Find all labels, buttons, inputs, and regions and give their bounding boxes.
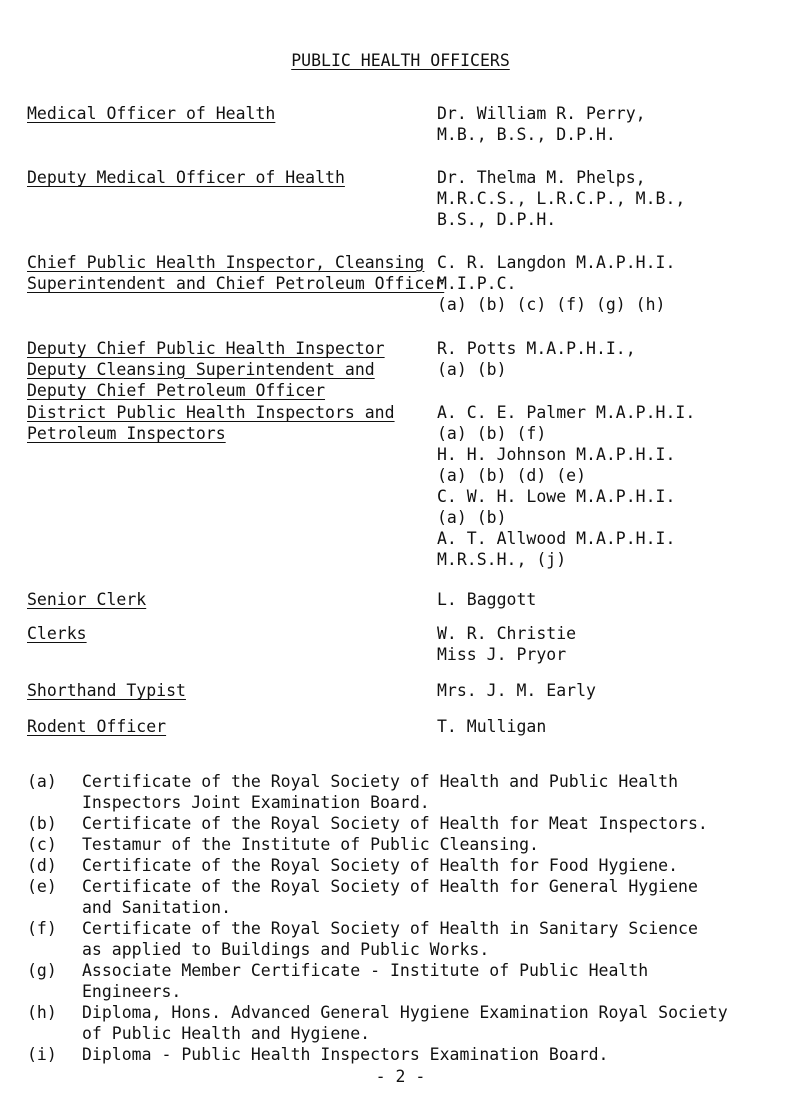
footnote-label: (g) bbox=[27, 961, 57, 980]
footnote-label: (d) bbox=[27, 856, 57, 875]
footnote-label: (b) bbox=[27, 814, 57, 833]
name-line: M.I.P.C. bbox=[437, 274, 517, 293]
name-line: (a) (b) bbox=[437, 360, 507, 379]
name-line: Miss J. Pryor bbox=[437, 645, 567, 664]
footnote-label: (i) bbox=[27, 1045, 57, 1064]
name-line: A. C. E. Palmer M.A.P.H.I. bbox=[437, 403, 696, 422]
officer-names bbox=[437, 103, 787, 145]
name-line: C. R. Langdon M.A.P.H.I. bbox=[437, 253, 676, 272]
name-line: A. T. Allwood M.A.P.H.I. bbox=[437, 529, 676, 548]
role-line: Superintendent and Chief Petroleum Officer bbox=[27, 274, 445, 293]
name-line: (a) (b) (f) bbox=[437, 424, 547, 443]
role-line: Medical Officer of Health bbox=[27, 104, 276, 123]
name-line: W. R. Christie bbox=[437, 624, 577, 643]
role-line: Clerks bbox=[27, 624, 87, 643]
footnote-text: Certificate of the Royal Society of Health for General Hygiene bbox=[82, 877, 698, 896]
role-line: Shorthand Typist bbox=[27, 681, 186, 700]
footnote-text: Engineers. bbox=[82, 982, 182, 1001]
name-line: Dr. Thelma M. Phelps, bbox=[437, 168, 646, 187]
footnote-label: (a) bbox=[27, 772, 57, 791]
footnote-text: Certificate of the Royal Society of Health and Public Health bbox=[82, 772, 679, 791]
role-line: Chief Public Health Inspector, Cleansing bbox=[27, 253, 425, 272]
role-label bbox=[27, 167, 417, 188]
footnote-text: Inspectors Joint Examination Board. bbox=[82, 793, 430, 812]
role-label bbox=[27, 623, 417, 644]
footnote-text: Certificate of the Royal Society of Health for Meat Inspectors. bbox=[82, 814, 708, 833]
officer-names bbox=[437, 338, 787, 380]
role-line: Deputy Chief Public Health Inspector bbox=[27, 339, 385, 358]
footnote-text: Diploma - Public Health Inspectors Examination Board. bbox=[82, 1045, 609, 1064]
officer-names bbox=[437, 716, 787, 737]
name-line: M.R.S.H., (j) bbox=[437, 550, 567, 569]
name-line: C. W. H. Lowe M.A.P.H.I. bbox=[437, 487, 676, 506]
footnote-text: Certificate of the Royal Society of Health for Food Hygiene. bbox=[82, 856, 679, 875]
footnote-text: as applied to Buildings and Public Works. bbox=[82, 940, 490, 959]
role-label bbox=[27, 338, 417, 401]
role-line: District Public Health Inspectors and bbox=[27, 403, 395, 422]
officer-names bbox=[437, 589, 787, 610]
footnote-text: Diploma, Hons. Advanced General Hygiene Examination Royal Society bbox=[82, 1003, 728, 1022]
role-label bbox=[27, 402, 417, 444]
footnote-text: of Public Health and Hygiene. bbox=[82, 1024, 371, 1043]
footnote-text: Testamur of the Institute of Public Cleansing. bbox=[82, 835, 539, 854]
name-line: H. H. Johnson M.A.P.H.I. bbox=[437, 445, 676, 464]
name-line: Mrs. J. M. Early bbox=[437, 681, 596, 700]
role-line: Petroleum Inspectors bbox=[27, 424, 226, 443]
name-line: Dr. William R. Perry, bbox=[437, 104, 646, 123]
name-line: (a) (b) (c) (f) (g) (h) bbox=[437, 295, 666, 314]
officer-names bbox=[437, 680, 787, 701]
footnote-label: (c) bbox=[27, 835, 57, 854]
name-line: L. Baggott bbox=[437, 590, 537, 609]
name-line: (a) (b) bbox=[437, 508, 507, 527]
role-label bbox=[27, 589, 417, 610]
role-line: Rodent Officer bbox=[27, 717, 167, 736]
officer-names bbox=[437, 252, 787, 315]
role-label bbox=[27, 716, 417, 737]
role-label bbox=[27, 103, 417, 124]
role-line: Deputy Chief Petroleum Officer bbox=[27, 381, 326, 400]
name-line: (a) (b) (d) (e) bbox=[437, 466, 587, 485]
footnote-text: and Sanitation. bbox=[82, 898, 232, 917]
role-label bbox=[27, 252, 445, 294]
officer-names bbox=[437, 402, 787, 570]
name-line: R. Potts M.A.P.H.I., bbox=[437, 339, 636, 358]
footnote-label: (h) bbox=[27, 1003, 57, 1022]
role-label bbox=[27, 680, 417, 701]
footnote-text: Certificate of the Royal Society of Health in Sanitary Science bbox=[82, 919, 698, 938]
role-line: Deputy Medical Officer of Health bbox=[27, 168, 345, 187]
officer-names bbox=[437, 167, 787, 230]
page-title: PUBLIC HEALTH OFFICERS bbox=[291, 51, 510, 70]
footnote-text: Associate Member Certificate - Institute of Public Health bbox=[82, 961, 649, 980]
name-line: T. Mulligan bbox=[437, 717, 547, 736]
footnote-label: (e) bbox=[27, 877, 57, 896]
name-line: M.B., B.S., D.P.H. bbox=[437, 125, 616, 144]
role-line: Senior Clerk bbox=[27, 590, 147, 609]
name-line: B.S., D.P.H. bbox=[437, 210, 557, 229]
page-number: - 2 - bbox=[375, 1067, 426, 1086]
role-line: Deputy Cleansing Superintendent and bbox=[27, 360, 375, 379]
footnote-label: (f) bbox=[27, 919, 57, 938]
officer-names bbox=[437, 623, 787, 665]
name-line: M.R.C.S., L.R.C.P., M.B., bbox=[437, 189, 686, 208]
